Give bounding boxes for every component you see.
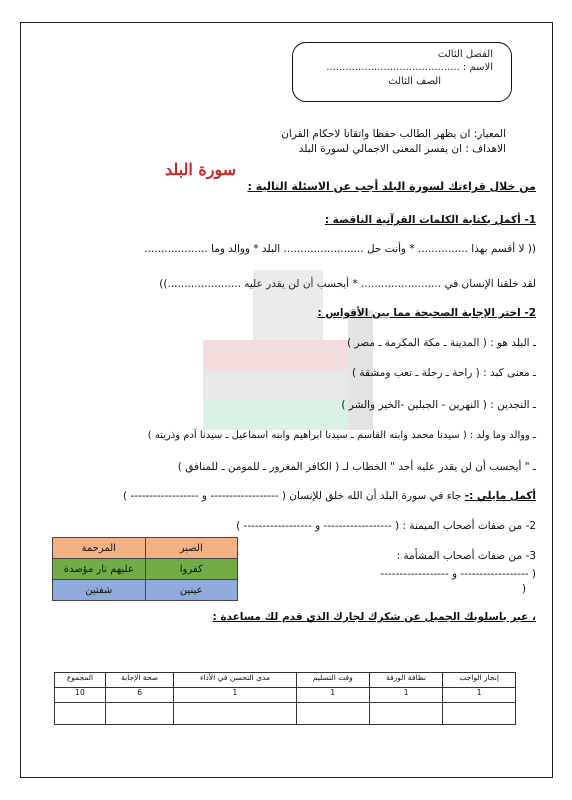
word-bank-cell: كفروا — [145, 559, 238, 580]
word-bank-row — [53, 538, 238, 559]
grading-header-row — [55, 673, 516, 688]
word-bank-row — [53, 559, 238, 580]
word-bank-row — [53, 580, 238, 601]
question-3-line-3-close: ) — [522, 583, 527, 595]
grading-header: المجموع — [55, 673, 106, 688]
question-2-item: ـ " أيحسب أن لن يقدر عليه أحد " الخطاب لـ ( الكافر المغرور ـ للمومن ـ للمنافق ) — [177, 461, 536, 473]
question-1-heading: 1- أكمل بكتابة الكلمات القرآنية الناقصة : — [324, 214, 536, 226]
question-2-item: ـ معنى كبد : ( راحة ـ رحلة ـ تعب ومشقة ) — [351, 367, 536, 379]
grading-score-cell[interactable] — [443, 703, 516, 725]
instruction-text: من خلال قراءتك لسورة البلد أجب عن الاسئلة التالية : — [247, 180, 536, 193]
question-3-heading: أكمل مايلي :- — [464, 490, 536, 502]
question-2-heading: 2- اختر الإجابة الصحيحة مما بين الأقواس : — [317, 307, 536, 319]
question-3-line-3: 3- من صفات أصحاب المشأمة : — [396, 550, 536, 562]
word-bank-cell: الصبر — [145, 538, 238, 559]
grading-score-row — [55, 703, 516, 725]
question-3-line-2: 2- من صفات أصحاب الميمنة : ( ------------------ و ------------------ ) — [236, 520, 536, 532]
objective-text: الاهداف : ان يفسر المعنى الاجمالي لسورة البلد — [298, 143, 506, 155]
grading-points: 1 — [174, 688, 296, 703]
question-1-line-2: لقد خلقنا الإنسان في ........................ * أيحسب أن لن يقدر عليه ......................)) — [159, 278, 536, 290]
grading-table — [54, 672, 516, 725]
grading-header: إنجاز الواجب — [443, 673, 516, 688]
question-2-item: ـ النجدين : ( النهرين - الجبلين -الخير والشر ) — [341, 399, 536, 411]
word-bank-table — [52, 537, 238, 601]
question-2-item: ـ ووالد وما ولد : ( سيدنا محمد وابنه القاسم ـ سيدنا ابراهيم وابنه اسماعيل ـ سيدنا آدم وذريته ) — [147, 430, 536, 441]
word-bank-cell: المرحمة — [53, 538, 146, 559]
grading-score-cell[interactable] — [296, 703, 369, 725]
student-info-box — [292, 42, 512, 102]
page-title: سورة البلد — [165, 160, 237, 179]
grading-points: 10 — [55, 688, 106, 703]
question-3-line-1 — [123, 490, 536, 502]
grading-score-cell[interactable] — [174, 703, 296, 725]
question-3-line-3-blanks: ( ------------------ و ------------------ — [380, 568, 536, 580]
name-field[interactable]: الاسم : .......................................... — [326, 62, 493, 73]
grading-points: 1 — [369, 688, 442, 703]
grading-points: 6 — [105, 688, 173, 703]
grading-score-cell[interactable] — [55, 703, 106, 725]
grading-header: نظافة الورقة — [369, 673, 442, 688]
question-4-text: ، عبر باسلوبك الجميل عن شكرك لجارك الذي قدم لك مساعدة : — [212, 611, 536, 623]
grading-points: 1 — [443, 688, 516, 703]
grading-header: مدى التحسن في الأداء — [174, 673, 296, 688]
grading-points: 1 — [296, 688, 369, 703]
grading-points-row — [55, 688, 516, 703]
question-3-line-1-text: جاء في سورة البلد أن الله خلق للإنسان ( ------------------ و ------------------ ) — [122, 490, 465, 502]
word-bank-cell: عليهم نار مؤصدة — [53, 559, 146, 580]
standard-text: المعيار: ان يظهر الطالب حفظا واتقانا لاحكام القران — [281, 128, 506, 140]
grading-score-cell[interactable] — [369, 703, 442, 725]
grading-score-cell[interactable] — [105, 703, 173, 725]
chapter-label: الفصل الثالث — [437, 49, 493, 60]
grading-header: وقت التسليم — [296, 673, 369, 688]
question-1-line-1: (( لا أقسم بهذا ............... * وأنت حل ........................ البلد * ووالد وما ................... — [144, 243, 536, 255]
word-bank-cell: عينين — [145, 580, 238, 601]
question-2-item: ـ البلد هو : ( المدينة ـ مكة المكرمة ـ مصر ) — [347, 337, 536, 349]
word-bank-cell: شفتين — [53, 580, 146, 601]
grading-header: صحة الإجابة — [105, 673, 173, 688]
grade-label: الصف الثالث — [388, 76, 441, 87]
